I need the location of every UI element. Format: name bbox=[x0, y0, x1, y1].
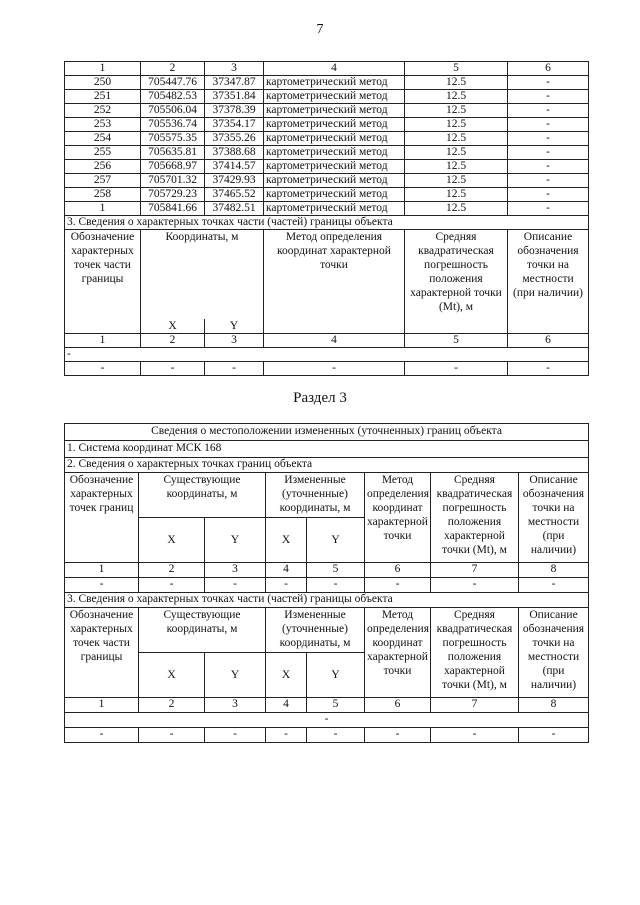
table-cell: 705635.81 bbox=[141, 146, 205, 160]
table-row bbox=[65, 132, 589, 146]
table-cell: 252 bbox=[65, 104, 141, 118]
table-cell: 37347.87 bbox=[205, 76, 264, 90]
empty-cell: - bbox=[141, 361, 205, 375]
table-cell: 37465.52 bbox=[205, 188, 264, 202]
header-designation: Обозначение характерных точек границ bbox=[65, 473, 139, 563]
header-method: Метод определения координат характерной точки bbox=[365, 473, 431, 563]
table-cell: 253 bbox=[65, 118, 141, 132]
col-number: 2 bbox=[141, 333, 205, 347]
table-cell: 12.5 bbox=[405, 76, 508, 90]
header-method: Метод определения координат характерной точки bbox=[365, 608, 431, 698]
table-cell: 705506.04 bbox=[141, 104, 205, 118]
header-description: Описание обозначения точки на местности (при наличии) bbox=[519, 608, 589, 698]
col-number: 8 bbox=[519, 563, 589, 578]
empty-cell: - bbox=[205, 578, 266, 593]
header-error: Средняя квадратическая погрешность положения характерной точки (Mt), м bbox=[431, 608, 519, 698]
table-cell: 705729.23 bbox=[141, 188, 205, 202]
col-number: 1 bbox=[65, 698, 139, 713]
section2-title: 2. Сведения о характерных точках границ объекта bbox=[65, 458, 589, 473]
table-cell: 37482.51 bbox=[205, 202, 264, 216]
empty-cell: - bbox=[365, 728, 431, 743]
table-title: Сведения о местоположении измененных (уточненных) границ объекта bbox=[65, 424, 589, 441]
table-cell: 1 bbox=[65, 202, 141, 216]
table-cell: 12.5 bbox=[405, 174, 508, 188]
col-number: 5 bbox=[405, 62, 508, 76]
empty-cell: - bbox=[139, 728, 205, 743]
header-designation: Обозначение характерных точек части границы bbox=[65, 608, 139, 698]
header-method: Метод определения координат характерной точки bbox=[264, 230, 405, 334]
table-cell: 12.5 bbox=[405, 146, 508, 160]
table-cell: - bbox=[508, 132, 589, 146]
col-number: 1 bbox=[65, 62, 141, 76]
table-cell: 12.5 bbox=[405, 104, 508, 118]
table-cell: 256 bbox=[65, 160, 141, 174]
col-number: 5 bbox=[307, 698, 365, 713]
table-cell: 705668.97 bbox=[141, 160, 205, 174]
table-cell: - bbox=[508, 76, 589, 90]
header-y: Y bbox=[307, 518, 365, 563]
col-number: 1 bbox=[65, 563, 139, 578]
table-cell: 255 bbox=[65, 146, 141, 160]
table-cell: 37354.17 bbox=[205, 118, 264, 132]
section-heading: Раздел 3 bbox=[293, 390, 347, 406]
table-cell: - bbox=[508, 174, 589, 188]
empty-cell: - bbox=[65, 578, 139, 593]
table-row bbox=[65, 188, 589, 202]
empty-row bbox=[65, 578, 589, 593]
header-changed-coords: Измененные (уточненные) координаты, м bbox=[266, 608, 365, 653]
header-y: Y bbox=[205, 319, 264, 334]
col-number: 3 bbox=[205, 333, 264, 347]
header-description: Описание обозначения точки на местности (при наличии) bbox=[508, 230, 589, 334]
empty-cell: - bbox=[205, 728, 266, 743]
table-cell: - bbox=[508, 118, 589, 132]
empty-cell: - bbox=[139, 578, 205, 593]
header-y: Y bbox=[307, 653, 365, 698]
empty-cell: - bbox=[65, 728, 139, 743]
table-cell: 12.5 bbox=[405, 90, 508, 104]
table-cell: 705536.74 bbox=[141, 118, 205, 132]
table-cell: картометрический метод bbox=[264, 90, 405, 104]
table-cell: 258 bbox=[65, 188, 141, 202]
table-cell: 250 bbox=[65, 76, 141, 90]
table-cell: - bbox=[508, 188, 589, 202]
header-changed-coords: Измененные (уточненные) координаты, м bbox=[266, 473, 365, 518]
col-number: 4 bbox=[266, 698, 307, 713]
table-row bbox=[65, 90, 589, 104]
empty-cell: - bbox=[431, 728, 519, 743]
changed-boundaries-table bbox=[64, 423, 589, 743]
col-number: 5 bbox=[307, 563, 365, 578]
table-cell: картометрический метод bbox=[264, 174, 405, 188]
table-cell: 705841.66 bbox=[141, 202, 205, 216]
table-cell: картометрический метод bbox=[264, 104, 405, 118]
table-cell: 12.5 bbox=[405, 202, 508, 216]
empty-row bbox=[65, 728, 589, 743]
col-number: 4 bbox=[264, 62, 405, 76]
col-number: 3 bbox=[205, 563, 266, 578]
table-cell: 12.5 bbox=[405, 118, 508, 132]
col-number: 6 bbox=[508, 333, 589, 347]
col-number: 7 bbox=[431, 698, 519, 713]
table-cell: - bbox=[508, 104, 589, 118]
table-cell: картометрический метод bbox=[264, 146, 405, 160]
col-number: 7 bbox=[431, 563, 519, 578]
empty-cell: - bbox=[205, 361, 264, 375]
header-x: X bbox=[139, 518, 205, 563]
page-number: 7 bbox=[316, 22, 324, 37]
table-cell: 12.5 bbox=[405, 188, 508, 202]
section3-title: 3. Сведения о характерных точках части (частей) границы объекта bbox=[65, 216, 589, 230]
table-cell: 37388.68 bbox=[205, 146, 264, 160]
header-x: X bbox=[139, 653, 205, 698]
table-cell: - bbox=[508, 90, 589, 104]
header-error: Средняя квадратическая погрешность положения характерной точки (Mt), м bbox=[431, 473, 519, 563]
col-number: 3 bbox=[205, 698, 266, 713]
table-row bbox=[65, 174, 589, 188]
empty-row-mark: - bbox=[65, 347, 589, 361]
table-row bbox=[65, 76, 589, 90]
table-cell: 705701.32 bbox=[141, 174, 205, 188]
col-number: 5 bbox=[405, 333, 508, 347]
table-cell: 37351.84 bbox=[205, 90, 264, 104]
empty-cell: - bbox=[431, 578, 519, 593]
table-cell: картометрический метод bbox=[264, 202, 405, 216]
col-number: 8 bbox=[519, 698, 589, 713]
column-numbers-row bbox=[65, 698, 589, 713]
col-number: 6 bbox=[508, 62, 589, 76]
table-cell: 705575.35 bbox=[141, 132, 205, 146]
header-y: Y bbox=[205, 653, 266, 698]
col-number: 2 bbox=[139, 563, 205, 578]
empty-cell: - bbox=[365, 578, 431, 593]
header-existing-coords: Существующие координаты, м bbox=[139, 473, 266, 518]
empty-cell: - bbox=[307, 728, 365, 743]
table-cell: картометрический метод bbox=[264, 160, 405, 174]
table-cell: 257 bbox=[65, 174, 141, 188]
table-cell: - bbox=[508, 146, 589, 160]
column-numbers-row bbox=[65, 563, 589, 578]
coord-system: 1. Система координат МСК 168 bbox=[65, 441, 589, 458]
empty-cell: - bbox=[264, 361, 405, 375]
col-number: 3 bbox=[205, 62, 264, 76]
header-x: X bbox=[266, 518, 307, 563]
col-number: 6 bbox=[365, 698, 431, 713]
table-cell: 12.5 bbox=[405, 160, 508, 174]
empty-cell: - bbox=[65, 361, 141, 375]
table-cell: картометрический метод bbox=[264, 118, 405, 132]
header-coordinates: Координаты, м bbox=[141, 230, 264, 319]
table-row bbox=[65, 146, 589, 160]
header-error: Средняя квадратическая погрешность положения характерной точки (Mt), м bbox=[405, 230, 508, 334]
table-cell: - bbox=[508, 160, 589, 174]
col-number: 4 bbox=[264, 333, 405, 347]
table-cell: 254 bbox=[65, 132, 141, 146]
section3-title: 3. Сведения о характерных точках части (частей) границы объекта bbox=[65, 593, 589, 608]
table-cell: картометрический метод bbox=[264, 188, 405, 202]
table-cell: 12.5 bbox=[405, 132, 508, 146]
table-row bbox=[65, 118, 589, 132]
empty-cell: - bbox=[508, 361, 589, 375]
col-number: 2 bbox=[139, 698, 205, 713]
empty-cell: - bbox=[519, 578, 589, 593]
empty-row-mark: - bbox=[65, 713, 589, 728]
table-row bbox=[65, 160, 589, 174]
col-number: 4 bbox=[266, 563, 307, 578]
table-row bbox=[65, 202, 589, 216]
empty-cell: - bbox=[519, 728, 589, 743]
table-cell: 37378.39 bbox=[205, 104, 264, 118]
header-y: Y bbox=[205, 518, 266, 563]
empty-cell: - bbox=[266, 728, 307, 743]
table-cell: 37355.26 bbox=[205, 132, 264, 146]
header-x: X bbox=[141, 319, 205, 334]
table-cell: - bbox=[508, 202, 589, 216]
table-cell: 705482.53 bbox=[141, 90, 205, 104]
header-designation: Обозначение характерных точек части границы bbox=[65, 230, 141, 334]
table-cell: картометрический метод bbox=[264, 132, 405, 146]
table-cell: картометрический метод bbox=[264, 76, 405, 90]
table-row bbox=[65, 104, 589, 118]
points-table-continued bbox=[64, 61, 589, 376]
table-cell: 251 bbox=[65, 90, 141, 104]
table-cell: 37429.93 bbox=[205, 174, 264, 188]
empty-cell: - bbox=[266, 578, 307, 593]
empty-cell: - bbox=[405, 361, 508, 375]
table-cell: 705447.76 bbox=[141, 76, 205, 90]
header-description: Описание обозначения точки на местности (при наличии) bbox=[519, 473, 589, 563]
empty-cell: - bbox=[307, 578, 365, 593]
col-number: 6 bbox=[365, 563, 431, 578]
header-x: X bbox=[266, 653, 307, 698]
header-existing-coords: Существующие координаты, м bbox=[139, 608, 266, 653]
table-cell: 37414.57 bbox=[205, 160, 264, 174]
col-number: 2 bbox=[141, 62, 205, 76]
column-numbers-row bbox=[65, 62, 589, 76]
col-number: 1 bbox=[65, 333, 141, 347]
